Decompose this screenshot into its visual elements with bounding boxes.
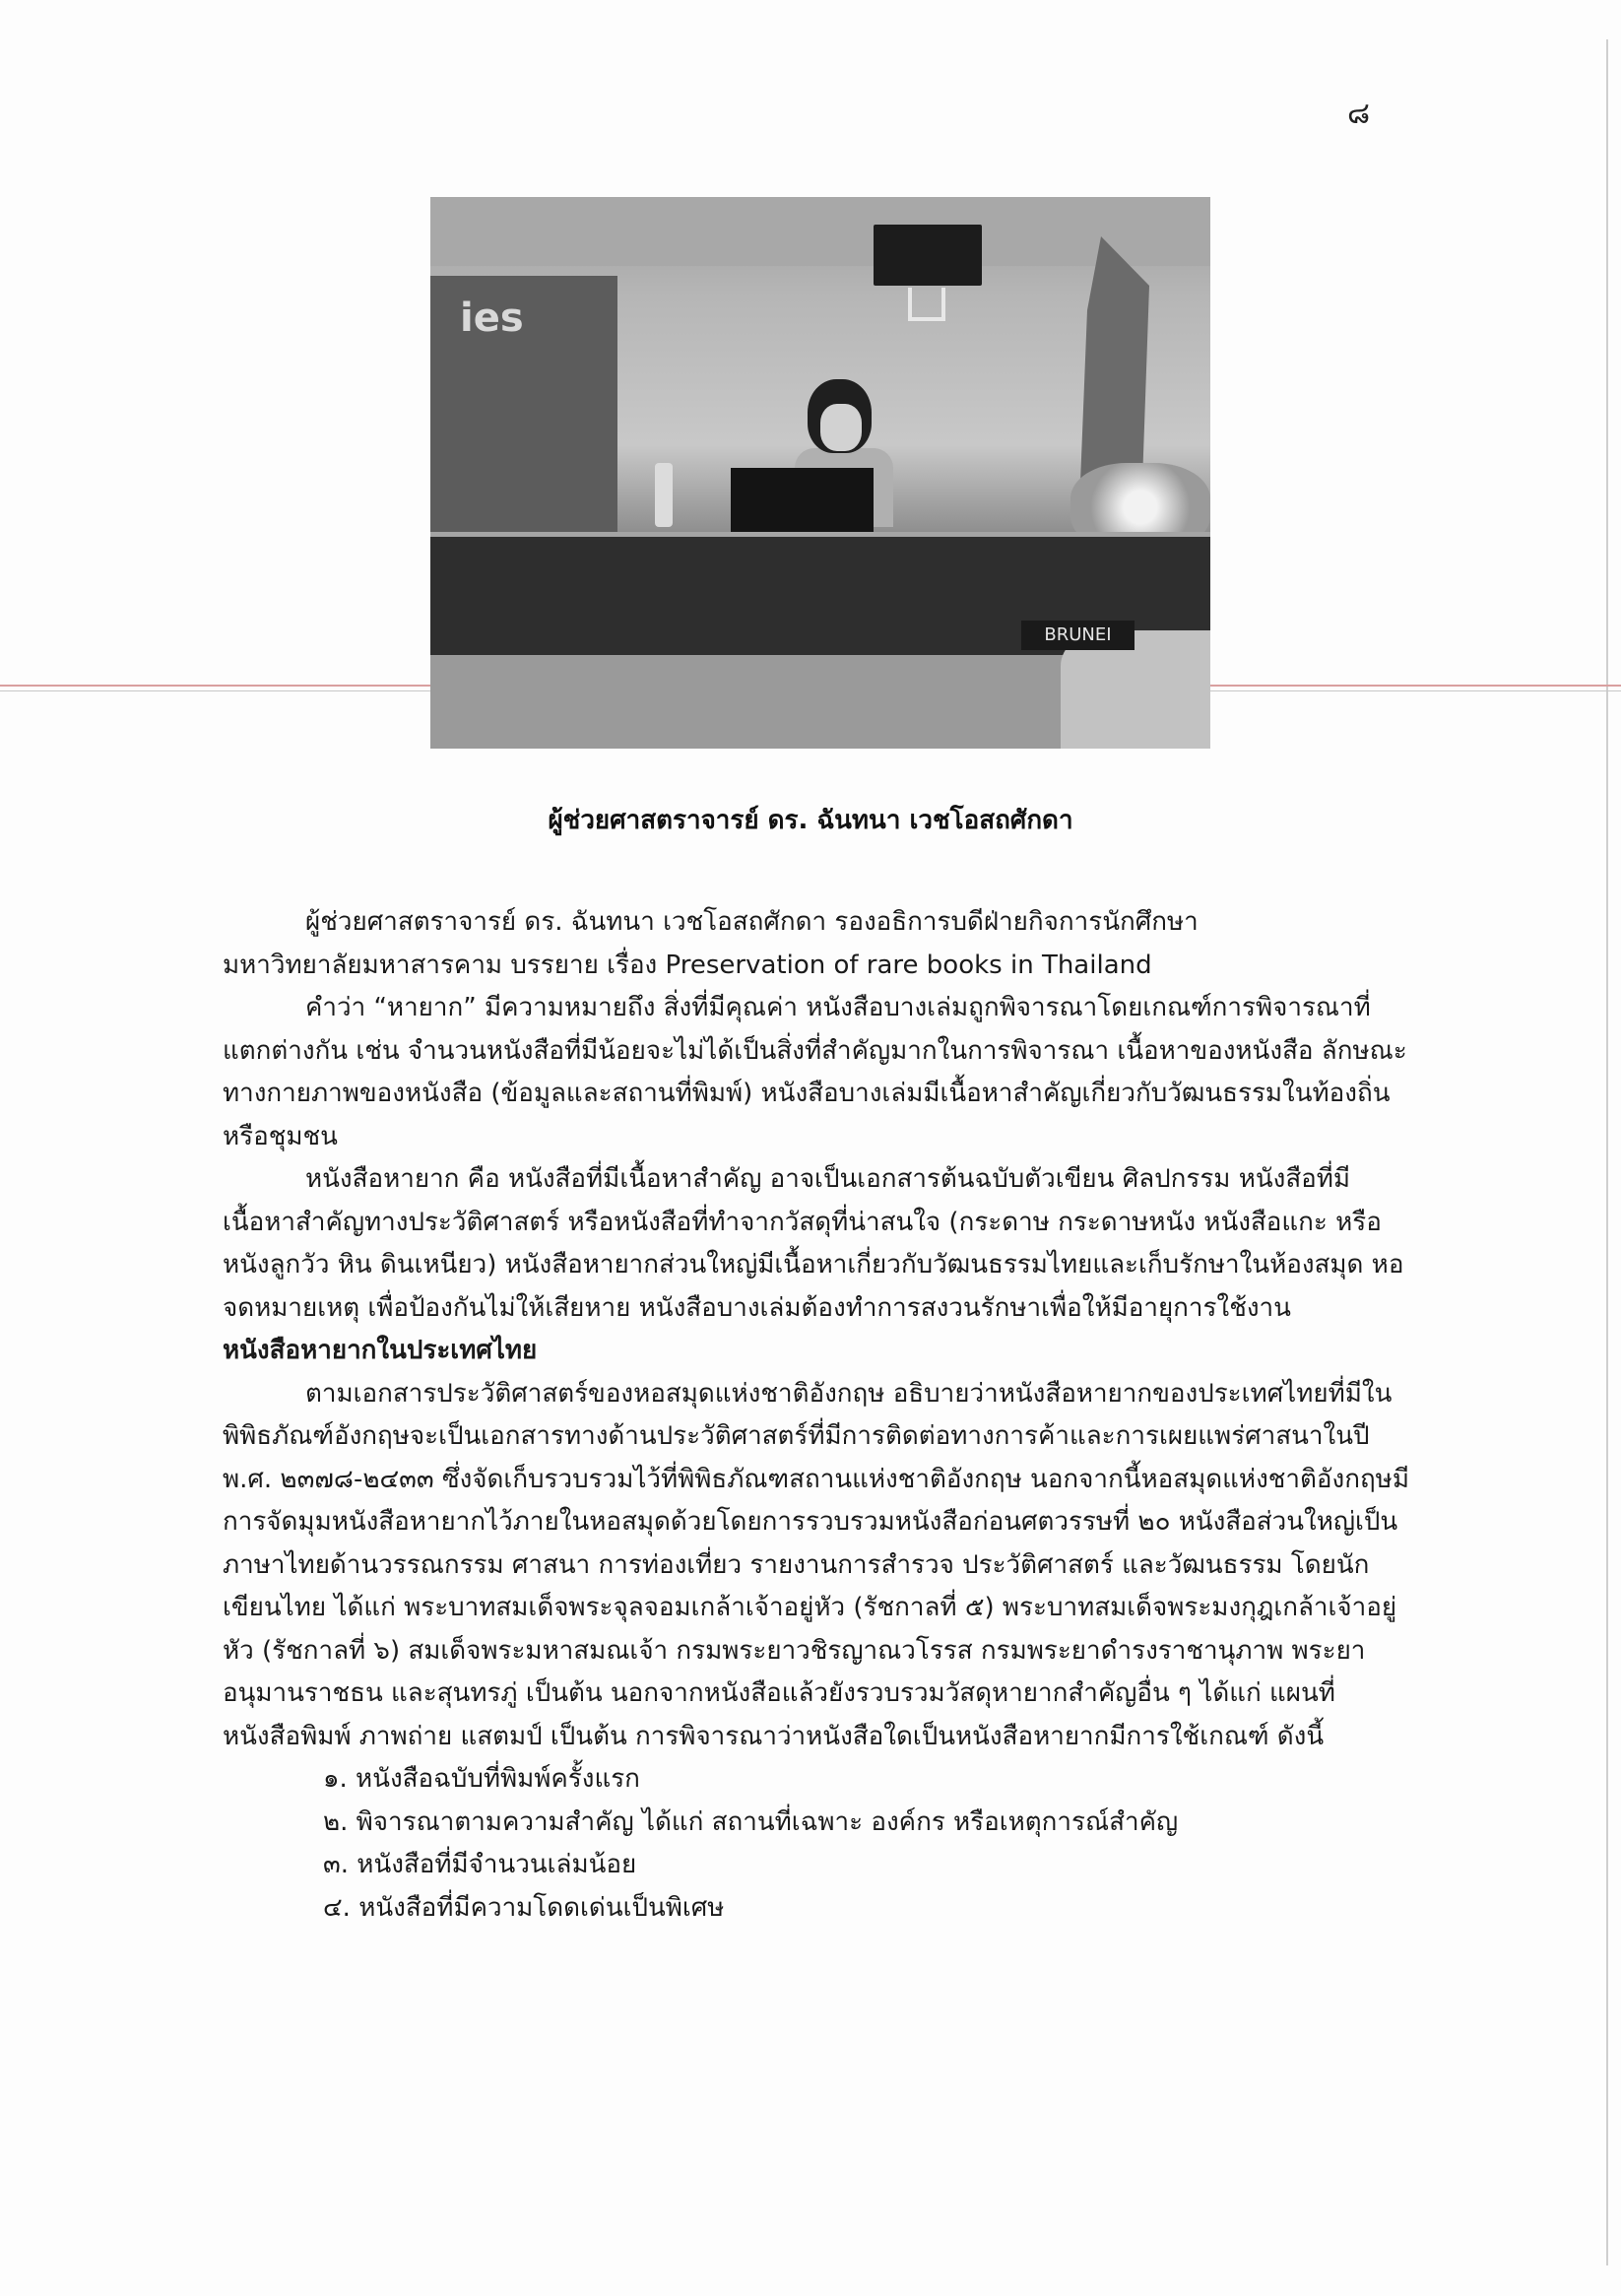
lecture-photo — [430, 197, 1210, 749]
photo-banner-text: ies — [460, 295, 524, 341]
list-item: ๑. หนังสือฉบับที่พิมพ์ครั้งแรก — [323, 1764, 640, 1794]
document-body — [223, 901, 1414, 1930]
photo-nameplate: BRUNEI — [1021, 621, 1135, 650]
scan-border — [1606, 39, 1608, 2265]
paragraph-intro-line2: มหาวิทยาลัยมหาสารคาม บรรยาย เรื่อง Preservation of rare books in Thailand — [223, 950, 1152, 980]
paragraph-rare-books-definition: หนังสือหายาก คือ หนังสือที่มีเนื้อหาสำคัญ อาจเป็นเอกสารต้นฉบับตัวเขียน ศิลปกรรม หนังสือที่มีเนื้อหาสำคัญทางประวัติศาสตร์ หรือหนังสือที่ทำจากวัสดุที่น่าสนใจ (กระดาษ กระดาษหนัง หนังสือแกะ หรือหนังลูกวัว หิน ดินเหนียว) หนังสือหายากส่วนใหญ่มีเนื้อหาเกี่ยวกับวัฒนธรรมไทยและเก็บรักษาในห้องสมุด หอจดหมายเหตุ เพื่อป้องกันไม่ให้เสียหาย หนังสือบางเล่มต้องทำการสงวนรักษาเพื่อให้มีอายุการใช้งาน — [223, 1164, 1404, 1323]
page-number: ๘ — [1347, 97, 1371, 131]
list-item: ๔. หนังสือที่มีความโดดเด่นเป็นพิเศษ — [323, 1892, 725, 1923]
section-heading: หนังสือหายากในประเทศไทย — [223, 1336, 538, 1365]
photo-water-bottle — [655, 463, 673, 527]
paragraph-intro-line1: ผู้ช่วยศาสตราจารย์ ดร. ฉันทนา เวชโอสถศักดา รองอธิการบดีฝ่ายกิจการนักศึกษา — [305, 907, 1199, 937]
paragraph-rare-meaning: คำว่า “หายาก” มีความหมายถึง สิ่งที่มีคุณค่า หนังสือบางเล่มถูกพิจารณาโดยเกณฑ์การพิจารณาที่แตกต่างกัน เช่น จำนวนหนังสือที่มีน้อยจะไม่ได้เป็นสิ่งที่สำคัญมากในการพิจารณา เนื้อหาของหนังสือ ลักษณะทางกายภาพของหนังสือ (ข้อมูลและสถานที่พิมพ์) หนังสือบางเล่มมีเนื้อหาสำคัญเกี่ยวกับวัฒนธรรมในท้องถิ่นหรือชุมชน — [223, 993, 1407, 1151]
photo-person-face — [820, 404, 862, 451]
photo-banner — [430, 276, 617, 571]
photo-speaker-bracket — [908, 288, 945, 321]
photo-flag — [1080, 236, 1149, 483]
photo-ceiling — [430, 197, 1210, 266]
photo-caption: ผู้ช่วยศาสตราจารย์ ดร. ฉันทนา เวชโอสถศักดา — [548, 806, 1073, 835]
criteria-list — [223, 1758, 1414, 1930]
list-item: ๒. พิจารณาตามความสำคัญ ได้แก่ สถานที่เฉพาะ องค์กร หรือเหตุการณ์สำคัญ — [323, 1806, 1179, 1837]
list-item: ๓. หนังสือที่มีจำนวนเล่มน้อย — [323, 1850, 637, 1879]
paragraph-british-library: ตามเอกสารประวัติศาสตร์ของหอสมุดแห่งชาติอังกฤษ อธิบายว่าหนังสือหายากของประเทศไทยที่มีในพิพิธภัณฑ์อังกฤษจะเป็นเอกสารทางด้านประวัติศาสตร์ที่มีการติดต่อทางการค้าและการเผยแพร่ศาสนาในปี พ.ศ. ๒๓๗๘-๒๔๓๓ ซึ่งจัดเก็บรวบรวมไว้ที่พิพิธภัณฑสถานแห่งชาติอังกฤษ นอกจากนี้หอสมุดแห่งชาติอังกฤษมีการจัดมุมหนังสือหายากไว้ภายในหอสมุดด้วยโดยการรวบรวมหนังสือก่อนศตวรรษที่ ๒๐ หนังสือส่วนใหญ่เป็นภาษาไทยด้านวรรณกรรม ศาสนา การท่องเที่ยว รายงานการสำรวจ ประวัติศาสตร์ และวัฒนธรรม โดยนักเขียนไทย ได้แก่ พระบาทสมเด็จพระจุลจอมเกล้าเจ้าอยู่หัว (รัชกาลที่ ๕) พระบาทสมเด็จพระมงกุฎเกล้าเจ้าอยู่หัว (รัชกาลที่ ๖) สมเด็จพระมหาสมณเจ้า กรมพระยาวชิรญาณวโรรส กรมพระยาดำรงราชานุภาพ พระยาอนุมานราชธน และสุนทรภู่ เป็นต้น นอกจากหนังสือแล้วยังรวบรวมวัสดุหายากสำคัญอื่น ๆ ได้แก่ แผนที่ หนังสือพิมพ์ ภาพถ่าย แสตมป์ เป็นต้น การพิจารณาว่าหนังสือใดเป็นหนังสือหายากมีการใช้เกณฑ์ ดังนี้ — [223, 1378, 1409, 1751]
photo-loudspeaker — [874, 225, 982, 286]
